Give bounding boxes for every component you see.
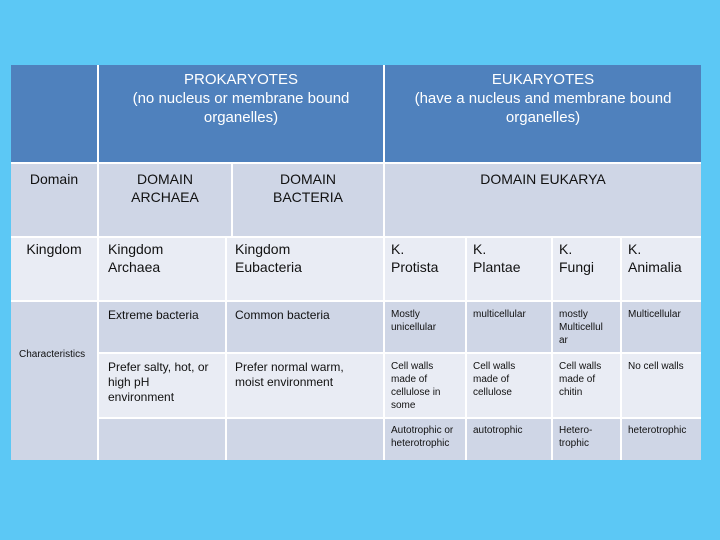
kingdom-animalia-cell: [622, 238, 701, 300]
domain-archaea-line-1: DOMAIN: [137, 171, 193, 187]
eukaryotes-subtitle-2: organelles): [505, 108, 581, 126]
characteristics-label: Characteristics: [19, 349, 86, 360]
domain-bacteria-cell: [233, 164, 383, 236]
char-bacteria-nutrition: [227, 419, 383, 460]
char-animalia-cellularity: [622, 302, 701, 352]
char-bacteria-environment: [227, 354, 383, 417]
char-fungi-cell-walls: [553, 354, 620, 417]
char-protista-nutrition-line-2: heterotrophic: [391, 438, 450, 449]
char-fungi-nutrition-line-1: Hetero-: [559, 425, 593, 436]
char-protista-cellularity-line-1: Mostly: [391, 309, 420, 320]
eukaryotes-title: EUKARYOTES: [491, 71, 595, 88]
kingdom-plantae-line-1: K.: [473, 241, 487, 257]
domain-eukarya-label: DOMAIN EUKARYA: [480, 171, 606, 187]
char-plantae-nutrition-line-1: autotrophic: [473, 425, 523, 436]
eukaryotes-subtitle: (have a nucleus and membrane bound: [414, 89, 672, 107]
char-fungi-cell-walls-line-2: made of: [559, 374, 596, 385]
kingdom-fungi-line-2: Fungi: [559, 258, 595, 275]
char-animalia-cellularity-line-1: Multicellular: [628, 309, 681, 320]
kingdom-fungi-cell: [553, 238, 620, 300]
char-protista-cellularity: [385, 302, 465, 352]
char-fungi-cell-walls-line-3: chitin: [559, 387, 583, 398]
kingdom-protista-cell: [385, 238, 465, 300]
domain-archaea-cell: [99, 164, 231, 236]
char-protista-nutrition: [385, 419, 465, 460]
classification-table: [11, 65, 701, 460]
char-archaea-extreme-text: Extreme bacteria: [108, 308, 199, 322]
kingdom-plantae-cell: [467, 238, 551, 300]
char-archaea-environment-line-1: Prefer salty, hot, or: [108, 360, 209, 374]
char-protista-cell-walls-line-1: Cell walls: [391, 361, 434, 372]
char-plantae-cellularity: [467, 302, 551, 352]
kingdom-protista-line-2: Protista: [391, 258, 439, 275]
char-protista-cell-walls-line-2: made of: [391, 374, 428, 385]
char-archaea-extreme: [99, 302, 225, 352]
char-plantae-nutrition: [467, 419, 551, 460]
domain-archaea-line-2: ARCHAEA: [131, 188, 199, 205]
char-bacteria-common-text: Common bacteria: [235, 308, 330, 322]
kingdom-eubacteria-line-1: Kingdom: [235, 241, 291, 257]
prokaryotes-header: [99, 65, 383, 162]
char-fungi-cellularity-line-1: mostly: [559, 309, 588, 320]
char-protista-cell-walls: [385, 354, 465, 417]
kingdom-row-label: [11, 238, 97, 300]
char-protista-cellularity-line-2: unicellular: [391, 322, 437, 333]
domain-label: Domain: [29, 171, 79, 187]
char-archaea-nutrition: [99, 419, 225, 460]
char-plantae-cell-walls-line-3: cellulose: [473, 387, 512, 398]
char-archaea-environment-line-3: environment: [108, 390, 175, 404]
char-fungi-cell-walls-line-1: Cell walls: [559, 361, 602, 372]
kingdom-archaea-cell: [99, 238, 225, 300]
char-protista-nutrition-line-1: Autotrophic or: [391, 425, 454, 436]
domain-bacteria-line-2: BACTERIA: [272, 188, 343, 205]
char-animalia-cell-walls: [622, 354, 701, 417]
kingdom-animalia-line-1: K.: [628, 241, 642, 257]
prokaryotes-subtitle: (no nucleus or membrane bound: [132, 89, 350, 107]
char-fungi-nutrition: [553, 419, 620, 460]
char-bacteria-common: [227, 302, 383, 352]
kingdom-fungi-line-1: K.: [559, 241, 573, 257]
char-plantae-cell-walls-line-2: made of: [473, 374, 510, 385]
kingdom-label: Kingdom: [26, 241, 82, 257]
kingdom-archaea-line-1: Kingdom: [108, 241, 164, 257]
kingdom-eubacteria-cell: [227, 238, 383, 300]
char-animalia-nutrition: [622, 419, 701, 460]
prokaryotes-subtitle-2: organelles): [203, 108, 279, 126]
char-protista-cell-walls-line-3: cellulose in: [391, 387, 441, 398]
char-plantae-cellularity-line-1: multicellular: [473, 309, 526, 320]
char-bacteria-environment-line-1: Prefer normal warm,: [235, 360, 344, 374]
eukaryotes-header: [385, 65, 701, 162]
kingdom-animalia-line-2: Animalia: [628, 258, 682, 275]
kingdom-archaea-line-2: Archaea: [108, 258, 161, 275]
char-archaea-environment-line-2: high pH: [108, 375, 150, 389]
char-bacteria-environment-line-2: moist environment: [235, 375, 334, 389]
domain-bacteria-line-1: DOMAIN: [279, 171, 336, 187]
prokaryotes-title: PROKARYOTES: [184, 71, 298, 88]
char-archaea-environment: [99, 354, 225, 417]
kingdom-eubacteria-line-2: Eubacteria: [235, 258, 302, 275]
char-fungi-nutrition-line-2: trophic: [559, 438, 590, 449]
char-animalia-nutrition-line-1: heterotrophic: [628, 425, 687, 436]
kingdom-protista-line-1: K.: [391, 241, 405, 257]
char-fungi-cellularity-line-2: Multicellul: [559, 322, 603, 333]
kingdom-plantae-line-2: Plantae: [473, 258, 521, 275]
domain-eukarya-cell: [385, 164, 701, 236]
char-animalia-cell-walls-line-1: No cell walls: [628, 361, 684, 372]
char-protista-cell-walls-line-4: some: [391, 400, 416, 411]
char-fungi-cellularity: [553, 302, 620, 352]
char-plantae-cell-walls: [467, 354, 551, 417]
char-fungi-cellularity-line-3: ar: [559, 335, 568, 346]
domain-row-label: [11, 164, 97, 236]
characteristics-row-label: [11, 302, 97, 460]
char-plantae-cell-walls-line-1: Cell walls: [473, 361, 516, 372]
header-corner-cell: [11, 65, 97, 162]
